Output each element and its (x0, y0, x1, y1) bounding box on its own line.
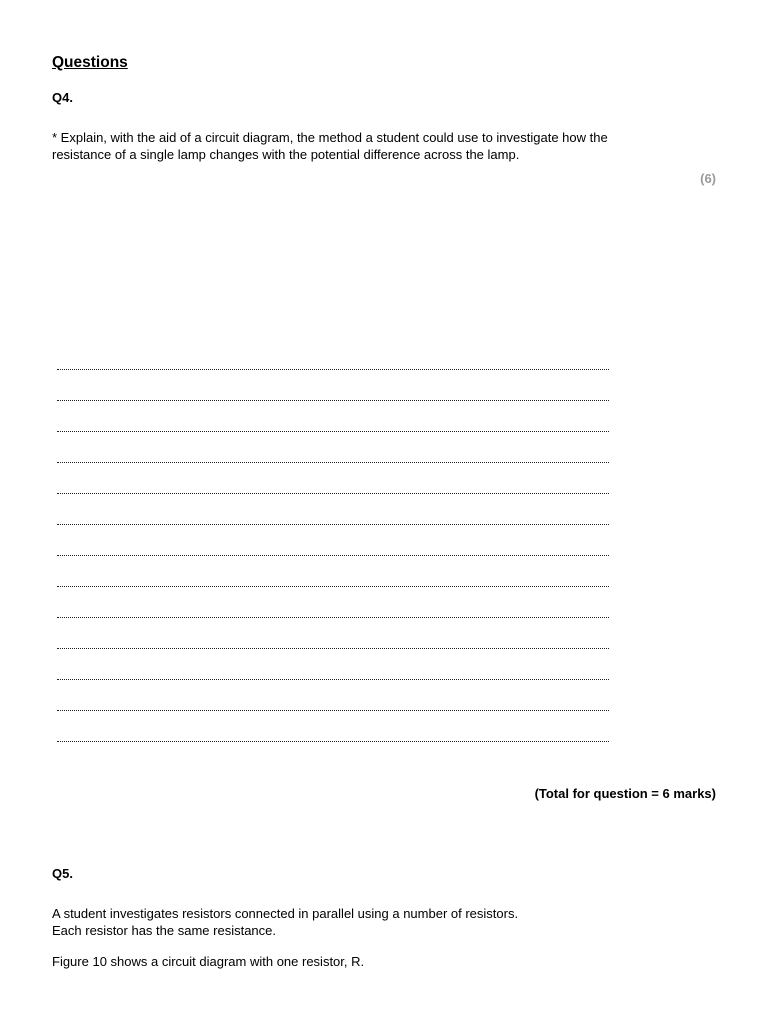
answer-line[interactable] (57, 431, 609, 432)
answer-line[interactable] (57, 710, 609, 711)
page-heading: Questions (52, 54, 128, 71)
answer-line[interactable] (57, 617, 609, 618)
answer-line[interactable] (57, 462, 609, 463)
answer-line[interactable] (57, 586, 609, 587)
question-5-text-line: A student investigates resistors connected in parallel using a number of resistors. (52, 906, 519, 921)
answer-line[interactable] (57, 679, 609, 680)
question-5-text (52, 906, 712, 939)
question-4-text-line: resistance of a single lamp changes with the potential difference across the lamp. (52, 146, 520, 162)
question-5-number: Q5. (52, 866, 73, 881)
answer-line[interactable] (57, 741, 609, 742)
answer-line[interactable] (57, 555, 609, 556)
question-4-text-line: * Explain, with the aid of a circuit diagram, the method a student could use to investigate how the (52, 130, 608, 145)
answer-line[interactable] (57, 400, 609, 401)
answer-line[interactable] (57, 524, 609, 525)
answer-line[interactable] (57, 493, 609, 494)
question-4-total: (Total for question = 6 marks) (534, 786, 716, 801)
question-4-marks: (6) (700, 171, 716, 186)
figure-10-caption: Figure 10 shows a circuit diagram with one resistor, R. (52, 954, 365, 969)
answer-line[interactable] (57, 648, 609, 649)
question-4-number: Q4. (52, 90, 73, 105)
answer-line[interactable] (57, 369, 609, 370)
question-4-text (52, 130, 712, 163)
question-5-text-line: Each resistor has the same resistance. (52, 922, 276, 938)
